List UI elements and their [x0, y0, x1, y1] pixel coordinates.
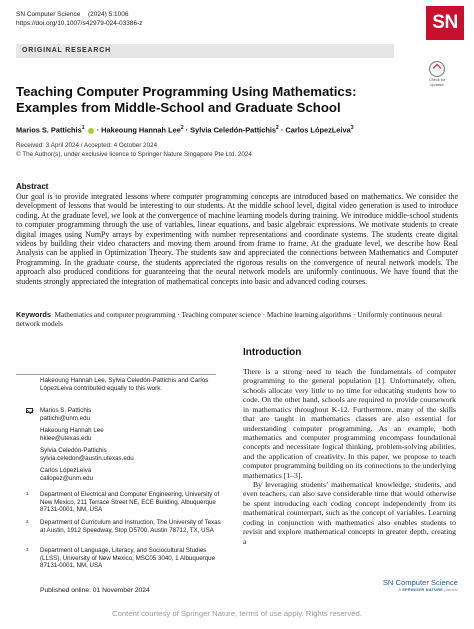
email-link[interactable]: hklee@utexas.edu	[40, 434, 92, 442]
affiliation: 2 Department of Curriculum and Instruction, The University of Texas at Austin, 1912 Speedway, Stop D5700, Austin 78712, TX, USA	[26, 519, 221, 534]
doi-link[interactable]: https://doi.org/10.1007/s42979-024-03386-z	[16, 20, 143, 27]
intro-paragraph: By leveraging students’ mathematical knowledge, students, and even teachers, can also save considerable time that would otherwise be spent introducing each coding concept independently from its mathematical counterpart, such as the concept of variables. Learning coding in conjunction with mathematics also enables students to revisit and explore mathematical concepts in greater depth, creating a	[243, 480, 456, 546]
check-updates-icon	[429, 61, 445, 77]
email-link[interactable]: pattichi@unm.edu	[40, 414, 90, 422]
contact-entry: Marios S. Pattichis pattichi@unm.edu	[40, 407, 92, 422]
intro-paragraph: There is a strong need to teach the fundamentals of computer programming to the general population [1]. Unfortunately, often, schools allocate very little to no time for educating students how to code. On the other hand, schools are required to provide coursework in mathematics throughout K-12. Furthermore, many of the skills that are taught in mathematics classes are also essential for understanding computer programming. As an example, both mathematics and computer programming encompass foundational concepts and necessitate logical thinking, problem-solving abilities, and the application of creativity. In this paper, we propose to teach computer programming building on its connections to the underlying mathematics [1–3].	[243, 367, 456, 480]
introduction-heading: Introduction	[243, 347, 302, 358]
author-name[interactable]: Hakeoung Hannah Lee	[101, 125, 181, 135]
email-link[interactable]: sylvia.celedon@austin.utexas.edu	[40, 454, 134, 462]
affiliation: 3 Department of Language, Literacy, and Sociocultural Studies (LLSS), University of New Mexico, MSC05 3040, 1 Albuquerque 87131-0001, NM, USA	[26, 547, 216, 570]
affiliation: 1 Department of Electrical and Computer Engineering, University of New Mexico, 211 Terrace Street NE, ECE Building, Albuquerque 87131-0001, NM, USA	[26, 491, 220, 514]
keywords-label: Keywords	[16, 310, 51, 319]
springer-nature-logo: SPRINGER NATURE	[402, 588, 444, 592]
journal-name: SN Computer Science	[16, 11, 81, 18]
footnote-divider	[16, 374, 216, 375]
published-online: Published online: 01 November 2024	[40, 587, 150, 594]
copyright-line: © The Author(s), under exclusive licence to Springer Nature Singapore Pte Ltd. 2024	[16, 150, 252, 158]
envelope-icon	[26, 408, 33, 413]
author-name[interactable]: Marios S. Pattichis	[16, 125, 82, 135]
author-list: Marios S. Pattichis$^1$ · Hakeoung Hannah Lee$^2$ · Sylvia Celedón-Pattichis$^2$ · Carlos LópezLeiva$^3$	[16, 125, 354, 135]
orcid-icon[interactable]	[88, 128, 94, 134]
footer-publisher: A SPRINGER NATURE journal	[398, 588, 458, 592]
abstract-heading: Abstract	[16, 182, 49, 191]
journal-volume: (2024) 5:1006	[88, 11, 129, 18]
introduction-body	[243, 367, 456, 546]
footer-journal-name: SN Computer Science	[382, 578, 458, 587]
keywords-text: Mathematics and computer programming · Teaching computer science · Machine learning algorithms · Uniformly continuous neural network models	[16, 310, 442, 329]
contact-entry: Hakeoung Hannah Lee hklee@utexas.edu	[40, 427, 104, 442]
article-dates	[16, 142, 252, 159]
article-title: Teaching Computer Programming Using Mathematics: Examples from Middle-School and Graduate School	[16, 84, 357, 115]
contact-entry: Carlos LópezLeiva callopez@unm.edu	[40, 467, 94, 482]
received-accepted: Received: 3 April 2024 / Accepted: 4 October 2024	[16, 142, 158, 149]
abstract-body: Our goal is to provide integrated lessons where computer programming concepts are introduced based on mathematics. We consider the development of lessons that would be interesting to our students. At the middle school level, digital video generation is used to introduce coding. At the graduate level, we look at the convergence of machine learning models during training. We introduce middle-school students to computer programming through the use of variables, linear equations, and basic algebraic expressions. We motivate students to create digital images using NumPy arrays by experimenting with number representations and coordinate systems. The students create digital videos by building their video characters and moving them around from frame to frame. At the graduate level, we describe how Real Analysis can be applied in Optimization Theory. The students saw and appreciated the connections between Mathematics and Computer Programming. In the graduate course, the students appreciated the rigorous results on the convergence of neural network models. The approach also produced conditions for guaranteeing that the neural network models are uniformly continuous. We have found that the students strongly appreciated the integration of mathematical concepts into basic and advanced coding courses.	[16, 192, 458, 286]
keywords	[16, 310, 458, 329]
author-name[interactable]: Carlos LópezLeiva	[285, 125, 351, 135]
contact-entry: Sylvia Celedón-Pattichis sylvia.celedon@austin.utexas.edu	[40, 447, 134, 462]
check-updates-label: Check for updates	[428, 78, 446, 87]
section-badge: ORIGINAL RESEARCH	[16, 44, 394, 58]
courtesy-notice: Content courtesy of Springer Nature, terms of use apply. Rights reserved.	[112, 609, 362, 618]
journal-citation	[16, 10, 142, 28]
contribution-note: Hakeoung Hannah Lee, Sylvia Celedón-Pattichis and Carlos LópezLeiva contributed equally to this work.	[40, 377, 209, 393]
email-link[interactable]: callopez@unm.edu	[40, 474, 94, 482]
author-name[interactable]: Sylvia Celedón-Pattichis	[190, 125, 277, 135]
sn-logo: SN	[426, 6, 464, 40]
check-updates-button[interactable]	[426, 61, 448, 87]
